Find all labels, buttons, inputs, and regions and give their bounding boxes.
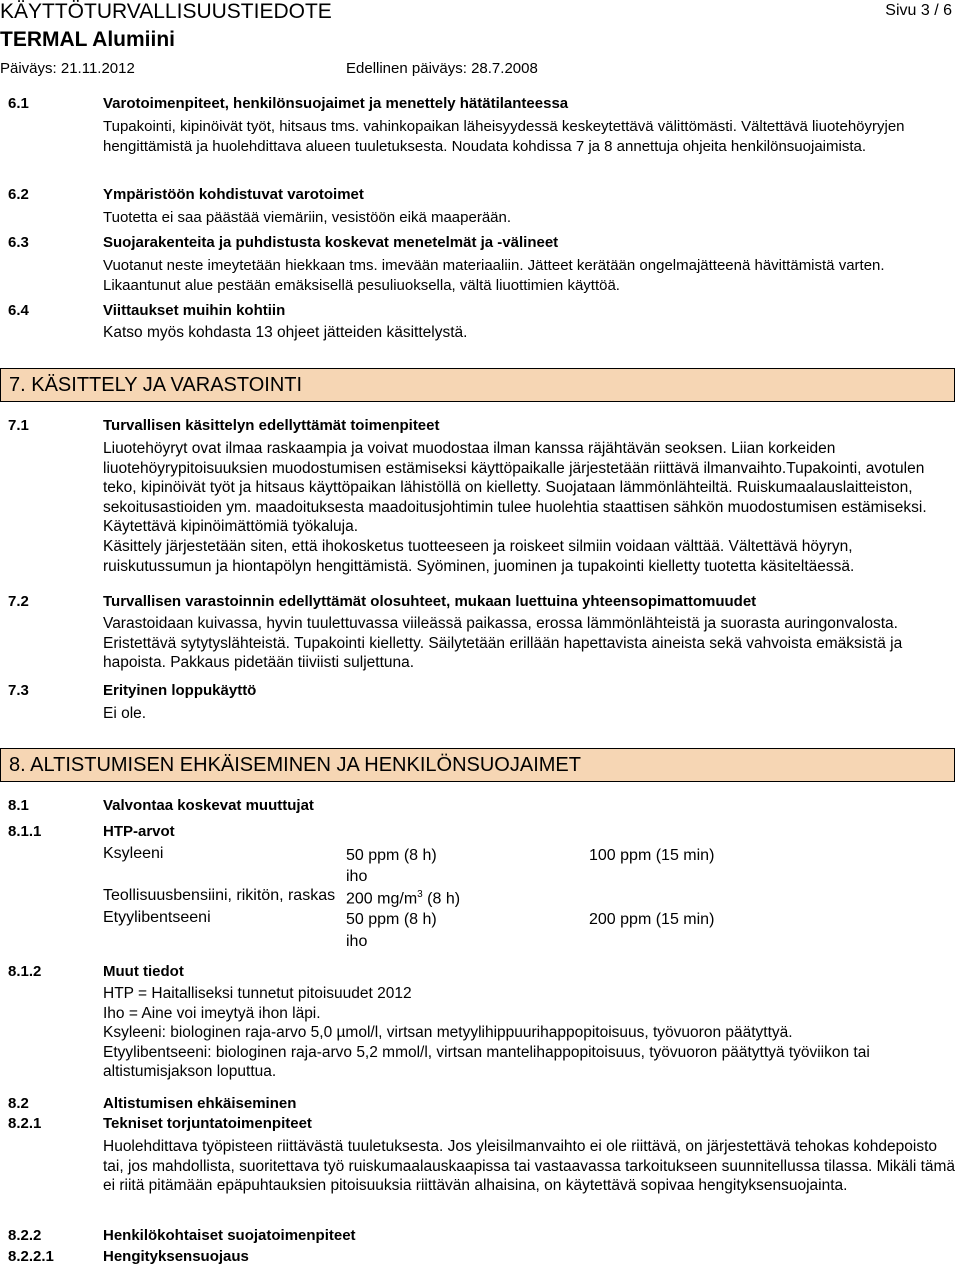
other-info-line: Etyylibentseeni: biologinen raja-arvo 5,2 mmol/l, virtsan mantelihappopitoisuus, työvuoron päätyttyä työviikon tai altistumisjakson loputtua. [103,1043,870,1080]
section-heading: Suojarakenteita ja puhdistusta koskevat menetelmät ja -välineet [103,234,559,251]
document-title: KÄYTTÖTURVALLISUUSTIEDOTE [0,0,332,23]
other-info-line: HTP = Haitalliseksi tunnetut pitoisuudet 2012 [103,985,412,1002]
section-8-heading: 8. ALTISTUMISEN EHKÄISEMINEN JA HENKILÖNSUOJAIMET [9,754,581,776]
section-heading: Ympäristöön kohdistuvat varotoimet [103,186,364,203]
section-8-heading-bar [0,748,955,782]
htp-substance: Etyylibentseeni [103,909,211,926]
previous-revision-date: Edellinen päiväys: 28.7.2008 [346,60,538,77]
section-heading: Turvallisen käsittelyn edellyttämät toimenpiteet [103,417,440,434]
htp-value-8h: 50 ppm (8 h) [346,847,437,864]
section-number: 8.2.2.1 [8,1248,54,1265]
other-info-line: Ksyleeni: biologinen raja-arvo 5,0 µmol/l, virtsan metyylihippuurihappopitoisuus, työvuoron päätyttyä. [103,1024,793,1041]
section-heading: Valvontaa koskevat muuttujat [103,797,314,814]
section-heading: Hengityksensuojaus [103,1248,249,1265]
htp-skin-note: iho [346,933,368,950]
page-number: Sivu 3 / 6 [885,2,952,19]
section-7-heading: 7. KÄSITTELY JA VARASTOINTI [9,374,303,396]
other-info-line: Iho = Aine voi imeytyä ihon läpi. [103,1004,321,1022]
section-number: 6.3 [8,234,29,251]
section-number: 8.1.2 [8,963,42,980]
section-number: 7.2 [8,593,29,610]
htp-skin-note: iho [346,868,368,885]
htp-substance: Teollisuusbensiini, rikitön, raskas [103,887,336,904]
htp-substance: Ksyleeni [103,845,164,862]
section-body: Tupakointi, kipinöivät työt, hitsaus tms. vahinkopaikan läheisyydessä keskeytettävä välittömästi. Vältettävä liuotehöyryjen hengittämistä ja huolehdittava alueen tuuletuksesta. Noudata kohdissa 7 ja 8 annettuja ohjeita henkilönsuojaimista. [103,118,905,155]
section-number: 8.2.2 [8,1227,42,1244]
section-heading: Viittaukset muihin kohtiin [103,302,286,319]
section-body: Vuotanut neste imeytetään hiekkaan tms. imevään materiaaliin. Jätteet kerätään ongelmajätteenä hävittämistä varten. Likaantunut alue pestään emäksisellä pesuliuoksella, vältä liuottimien käyttöä. [103,257,885,294]
section-body: Huolehdittava työpisteen riittävästä tuuletuksesta. Jos yleisilmanvaihto ei ole riittävä, on järjestettävä tehokas kohdepoisto tai, jos mahdollista, suoritettava työ ruiskumaalauskaapissa tai vastaavassa tarkoitukseen suunnitellussa tilassa. Mikäli tämä ei riitä pitämään epäpuhtauksien pitoisuuksia riittävän alhaisina, on käytettävä sopivaa hengityksensuojainta. [103,1138,956,1194]
section-number: 8.2 [8,1095,29,1112]
section-body: Käsittely järjestetään siten, että ihokosketus tuotteeseen ja roiskeet silmiin voidaan välttää. Vältettävä höyryn, ruiskutussumun ja hiontapölyn hengittämistä. Syöminen, juominen ja tupakointi kielletty tuotetta käsiteltäessä. [103,538,855,575]
section-body [103,984,958,1082]
htp-value-8h: 50 ppm (8 h) [346,911,437,928]
section-body: Liuotehöyryt ovat ilmaa raskaampia ja voivat muodostaa ilman kanssa räjähtävän seoksen. Liian korkeiden liuotehöyrypitoisuuksien muodostumisen estämiseksi käyttöpaikalle järjestetään riittävä ilmanvaihto.Tupakointi, avotulen teko, kipinöivät työt ja hitsaus käyttöpaikan lähistöllä on kielletty. Suojataan lämmönlähteiltä. Ruiskumaalauslaitteiston, sekoitusastioiden ym. maadoituksesta maadoitusjohtimin tulee huolehtia staattisen sähkön muodostumisen estämiseksi. Käytettävä kipinöimättömiä työkaluja. [103,440,927,535]
section-number: 6.1 [8,95,29,112]
section-number: 8.1.1 [8,823,42,840]
section-7-heading-bar [0,368,955,402]
htp-value-15min: 200 ppm (15 min) [589,911,715,928]
section-body: Tuotetta ei saa päästää viemäriin, vesistöön eikä maaperään. [103,209,512,226]
section-number: 6.2 [8,186,29,203]
revision-date: Päiväys: 21.11.2012 [0,60,135,77]
section-body: Varastoidaan kuivassa, hyvin tuulettuvassa viileässä paikassa, erossa lämmönlähteistä ja suorasta auringonvalosta. Eristettävä sytytyslähteistä. Tupakointi kielletty. Säilytetään erillään hapettavista aineista sekä vahvoista emäksistä ja hapoista. Pakkaus pidetään tiiviisti suljettuna. [103,615,903,671]
section-heading: Tekniset torjuntatoimenpiteet [103,1115,312,1132]
section-heading: Altistumisen ehkäiseminen [103,1095,297,1112]
section-number: 7.1 [8,417,29,434]
section-heading: Varotoimenpiteet, henkilönsuojaimet ja menettely hätätilanteessa [103,95,569,112]
section-heading: Turvallisen varastoinnin edellyttämät olosuhteet, mukaan luettuina yhteensopimattomuudet [103,593,757,610]
section-heading: Erityinen loppukäyttö [103,682,257,699]
product-name: TERMAL Alumiini [0,28,175,51]
htp-value-8h: 200 $mg/m^3$ (8 h) [346,889,461,908]
section-heading: HTP-arvot [103,823,175,840]
section-number: 6.4 [8,302,29,319]
section-body: Ei ole. [103,705,147,722]
section-number: 8.2.1 [8,1115,42,1132]
section-heading: Muut tiedot [103,963,184,980]
section-number: 8.1 [8,797,29,814]
section-heading: Henkilökohtaiset suojatoimenpiteet [103,1227,356,1244]
section-body: Katso myös kohdasta 13 ohjeet jätteiden käsittelystä. [103,324,468,341]
section-number: 7.3 [8,682,29,699]
htp-value-15min: 100 ppm (15 min) [589,847,715,864]
